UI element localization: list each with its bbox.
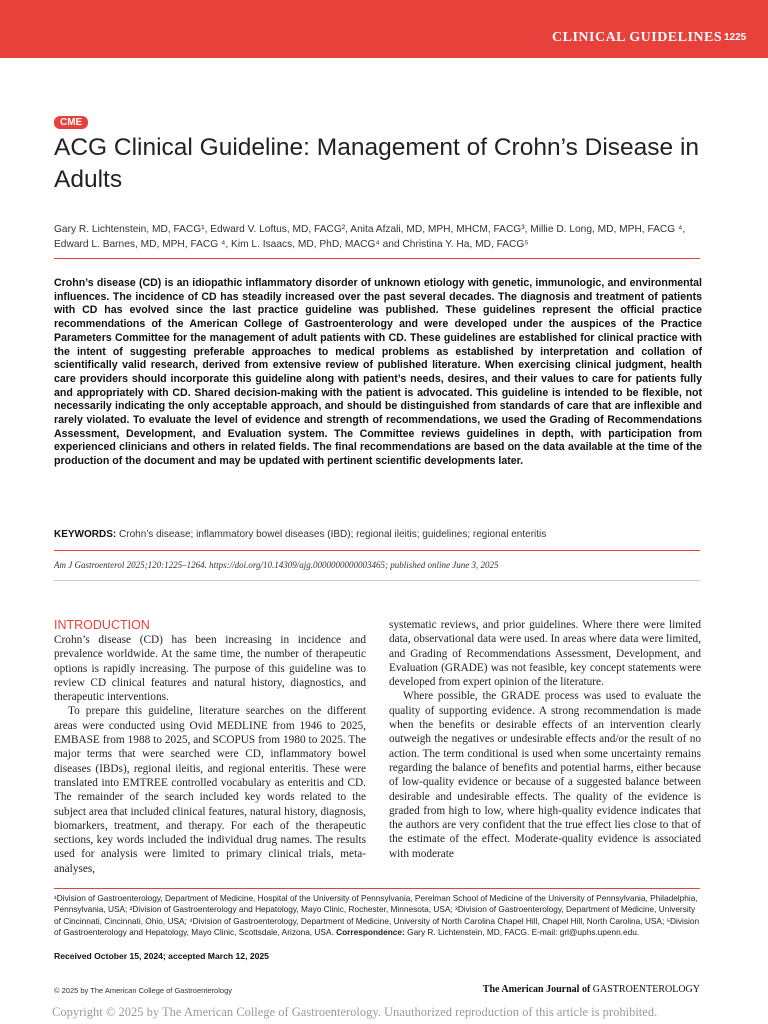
affiliation-footnotes (54, 893, 702, 939)
author-list (54, 222, 714, 252)
journal-prefix: The American Journal of (482, 984, 591, 995)
section-heading-introduction: INTRODUCTION (54, 618, 150, 632)
divider-keywords (54, 550, 700, 551)
correspondence-text: Gary R. Lichtenstein, MD, FACG. E-mail: grl@uphs.upenn.edu. (407, 927, 640, 938)
running-head: CLINICAL GUIDELINES (552, 30, 723, 45)
keywords-label: KEYWORDS: (54, 529, 117, 540)
page-number: 1225 (724, 32, 747, 43)
paragraph: Where possible, the GRADE process was used to evaluate the quality of supporting evidence. A strong recommendation is made when the benefits or desirable effects of an intervention clearly outweigh the negatives or undesirable effects and/or the result of no action. The term conditional is used when some uncertainty remains regarding the balance of benefits and potential harms, either because of low-quality evidence or because of a suggested balance between desirable and undesirable effects. The quality of the evidence is graded from high to low, where high-quality evidence indicates that the authors are very confident that the true effect lies close to that of the estimate of the effect. Moderate-quality evidence is associated with moderate (389, 690, 701, 860)
copyright-watermark: Copyright © 2025 by The American College of Gastroenterology. Unauthorized reproduction of this article is prohibited. (52, 1005, 658, 1019)
correspondence-label: Correspondence: (336, 927, 405, 938)
affiliations-text: ¹Division of Gastroenterology, Department of Medicine, Hospital of the University of Pennsylvania, Perelman School of Medicine of the University of Pennsylvania, Philadelphia, Pennsylvania, USA; ²Division of Gastroenterology and Hepatology, Mayo Clinic, Rochester, Minnesota, USA; ³Division of Gastroenterology, Department of Medicine, University of Cincinnati, Cincinnati, Ohio, USA; ⁴Division of Gastroenterology, Department of Medicine, University of North Carolina Chapel Hill, Chapel Hill, North Carolina, USA; ⁵Division of Gastroenterology and Hepatology, Mayo Clinic, Scottsdale, Arizona, USA. (54, 893, 700, 938)
article-title: ACG Clinical Guideline: Management of Crohn’s Disease in Adults (54, 134, 700, 193)
divider-citation (54, 580, 700, 581)
paragraph: Crohn’s disease (CD) has been increasing in incidence and prevalence worldwide. At the same time, the number of therapeutic options is rapidly increasing. The purpose of this guideline was to review CD clinical features and natural history, diagnostics, and therapeutic interventions. (54, 634, 366, 704)
received-dates: Received October 15, 2024; accepted March 12, 2025 (54, 951, 269, 961)
copyright-notice: © 2025 by The American College of Gastroenterology (54, 986, 232, 995)
keywords (54, 529, 714, 540)
divider-footnotes (54, 888, 700, 889)
abstract: Crohn’s disease (CD) is an idiopathic inflammatory disorder of unknown etiology with genetic, immunologic, and environmental influences. The incidence of CD has steadily increased over the past several decades. The diagnosis and treatment of patients with CD has evolved since the last practice guideline was published. These guidelines represent the official practice recommendations of the American College of Gastroenterology and were developed under the auspices of the Practice Parameters Committee for the management of adult patients with CD. These guidelines are established for clinical practice with the intent of suggesting preferable approaches to medical problems as established by interpretation and collation of scientifically valid research, derived from extensive review of published literature. When exercising clinical judgment, health care providers should incorporate this guideline along with patient’s needs, desires, and their values to care for patients fully and appropriately with CD. Shared decision-making with the patient is advocated. This guideline is intended to be flexible, not necessarily indicating the only acceptable approach, and should be distinguished from standards of care that are inflexible and rarely violated. To evaluate the level of evidence and strength of recommendations, we used the Grading of Recommendations Assessment, Development, and Evaluation system. The Committee reviews guidelines in depth, with participation from experienced clinicians and others in related fields. The final recommendations are based on the data available at the time of the production of the document and may be updated with pertinent scientific developments later. (54, 277, 702, 468)
keywords-text: Crohn’s disease; inflammatory bowel diseases (IBD); regional ileitis; guidelines; regional enteritis (119, 529, 547, 540)
authors-line-2: Edward L. Barnes, MD, MPH, FACG ⁴, Kim L. Isaacs, MD, PhD, MACG⁴ and Christina Y. Ha, MD, FACG⁵ (54, 239, 529, 250)
cme-badge: CME (54, 116, 88, 129)
citation: Am J Gastroenterol 2025;120:1225–1264. https://doi.org/10.14309/ajg.0000000000003465; published online June 3, 2025 (54, 560, 499, 570)
header-bar (0, 0, 768, 58)
paragraph: To prepare this guideline, literature searches on the different areas were conducted using Ovid MEDLINE from 1946 to 2025, EMBASE from 1988 to 2025, and SCOPUS from 1980 to 2025. The major terms that were searched were CD, inflammatory bowel diseases (IBDs), regional ileitis, and regional enteritis. These were translated into EMTREE controlled vocabulary as enteritis and CD. The remainder of the search included key words related to the subject area that included clinical features, natural history, diagnosis, biomarkers, treatment, and therapy. For each of the therapeutic sections, key words included the individual drug names. The results used for analysis were limited to primary clinical trials, meta-analyses, (54, 705, 366, 875)
column-right (389, 618, 701, 861)
paragraph: systematic reviews, and prior guidelines. Where there were limited data, observational data were used. In areas where data were limited, and Grading of Recommendations Assessment, Development, and Evaluation (GRADE) was not feasible, key concept statements were developed from expert opinion of the literature. (389, 619, 701, 689)
journal-name (483, 984, 700, 995)
journal-title: GASTROENTEROLOGY (592, 984, 700, 995)
column-left (54, 618, 366, 876)
divider-top (54, 258, 700, 259)
authors-line-1: Gary R. Lichtenstein, MD, FACG¹, Edward V. Loftus, MD, FACG², Anita Afzali, MD, MPH, MHCM, FACG³, Millie D. Long, MD, MPH, FACG ⁴, (54, 224, 686, 235)
